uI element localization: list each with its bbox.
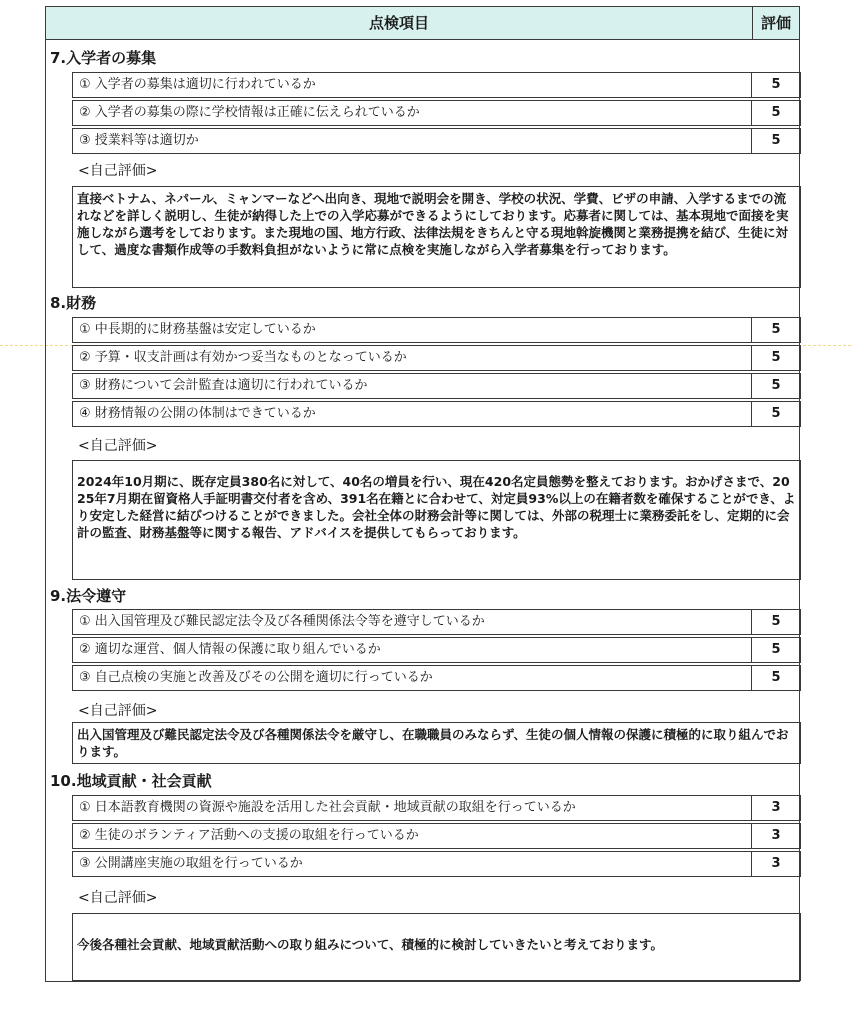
section-title-recruitment: 7.入学者の募集 — [50, 49, 157, 67]
check-item-text: ② 適切な運営、個人情報の保護に取り組んでいるか — [73, 638, 752, 662]
check-item — [72, 317, 801, 343]
check-item-score: 5 — [771, 378, 781, 393]
check-item-score: 5 — [771, 105, 781, 120]
self-evaluation-label: <自己評価> — [78, 438, 158, 454]
header-score-label: 評価 — [760, 14, 791, 32]
check-item-text: ② 生徒のボランティア活動への支援の取組を行っているか — [73, 824, 752, 848]
check-item — [72, 373, 801, 399]
check-item — [72, 823, 801, 849]
section-title-community-contribution: 10.地域貢献・社会貢献 — [50, 772, 212, 790]
table-header — [45, 6, 800, 40]
check-item — [72, 128, 801, 154]
check-item-score: 5 — [771, 133, 781, 148]
check-item-text: ① 中長期的に財務基盤は安定しているか — [73, 318, 752, 342]
check-item-text: ① 日本語教育機関の資源や施設を活用した社会貢献・地域貢献の取組を行っているか — [73, 796, 752, 820]
check-item — [72, 795, 801, 821]
self-evaluation-label: <自己評価> — [78, 163, 158, 179]
self-evaluation-label: <自己評価> — [78, 890, 158, 906]
check-item-text: ③ 自己点検の実施と改善及びその公開を適切に行っているか — [73, 666, 752, 690]
check-item-score: 5 — [771, 406, 781, 421]
self-evaluation-comment: 今後各種社会貢献、地域貢献活動への取り組みについて、積極的に検討していきたいと考えております。 — [72, 913, 801, 981]
check-item-score: 3 — [771, 800, 781, 815]
section-title-finance: 8.財務 — [50, 294, 97, 312]
check-item — [72, 637, 801, 663]
check-item-text: ③ 授業料等は適切か — [73, 129, 752, 153]
header-item-label: 点検項目 — [46, 7, 753, 39]
check-item — [72, 851, 801, 877]
check-item-score: 5 — [771, 350, 781, 365]
self-evaluation-comment: 出入国管理及び難民認定法令及び各種関係法令を厳守し、在職職員のみならず、生徒の個人情報の保護に積極的に取り組んでおります。 — [72, 722, 801, 764]
check-item-score: 3 — [771, 856, 781, 871]
check-item — [72, 609, 801, 635]
check-item-score: 5 — [771, 670, 781, 685]
check-item-text: ③ 公開講座実施の取組を行っているか — [73, 852, 752, 876]
check-item-text: ③ 財務について会計監査は適切に行われているか — [73, 374, 752, 398]
check-item — [72, 345, 801, 371]
check-item — [72, 401, 801, 427]
check-item-text: ④ 財務情報の公開の体制はできているか — [73, 402, 752, 426]
check-item-text: ① 出入国管理及び難民認定法令及び各種関係法令等を遵守しているか — [73, 610, 752, 634]
check-item-text: ② 入学者の募集の際に学校情報は正確に伝えられているか — [73, 101, 752, 125]
check-item-score: 3 — [771, 828, 781, 843]
self-evaluation-label: <自己評価> — [78, 703, 158, 719]
check-item — [72, 665, 801, 691]
check-item — [72, 100, 801, 126]
check-item-text: ① 入学者の募集は適切に行われているか — [73, 73, 752, 97]
check-item-text: ② 予算・収支計画は有効かつ妥当なものとなっているか — [73, 346, 752, 370]
check-item-score: 5 — [771, 77, 781, 92]
check-item-score: 5 — [771, 614, 781, 629]
check-item — [72, 72, 801, 98]
check-item-score: 5 — [771, 642, 781, 657]
self-evaluation-comment: 直接ベトナム、ネパール、ミャンマーなどへ出向き、現地で説明会を開き、学校の状況、学費、ビザの申請、入学するまでの流れなどを詳しく説明し、生徒が納得した上での入学応募ができるようにしております。応募者に関しては、基本現地で面接を実施しながら選考をしております。また現地の国、地方行政、法律法規をきちんと守る現地斡旋機関と業務提携を結び、生徒に対して、過度な書類作成等の手数料負担がないように常に点検を実施しながら入学者募集を行っております。 — [72, 186, 801, 288]
section-title-compliance: 9.法令遵守 — [50, 587, 127, 605]
self-evaluation-comment: 2024年10月期に、既存定員380名に対して、40名の増員を行い、現在420名定員態勢を整えております。おかげさまで、2025年7月期在留資格人手証明書交付者を含め、391名在籍とに合わせて、対定員93%以上の在籍者数を確保することができ、より安定した経営に結びつけることができました。会社全体の財務会計等に関しては、外部の税理士に業務委託をし、定期的に会計の監査、財務基盤等に関する報告、アドバイスを提供してもらっております。 — [72, 460, 801, 580]
check-item-score: 5 — [771, 322, 781, 337]
